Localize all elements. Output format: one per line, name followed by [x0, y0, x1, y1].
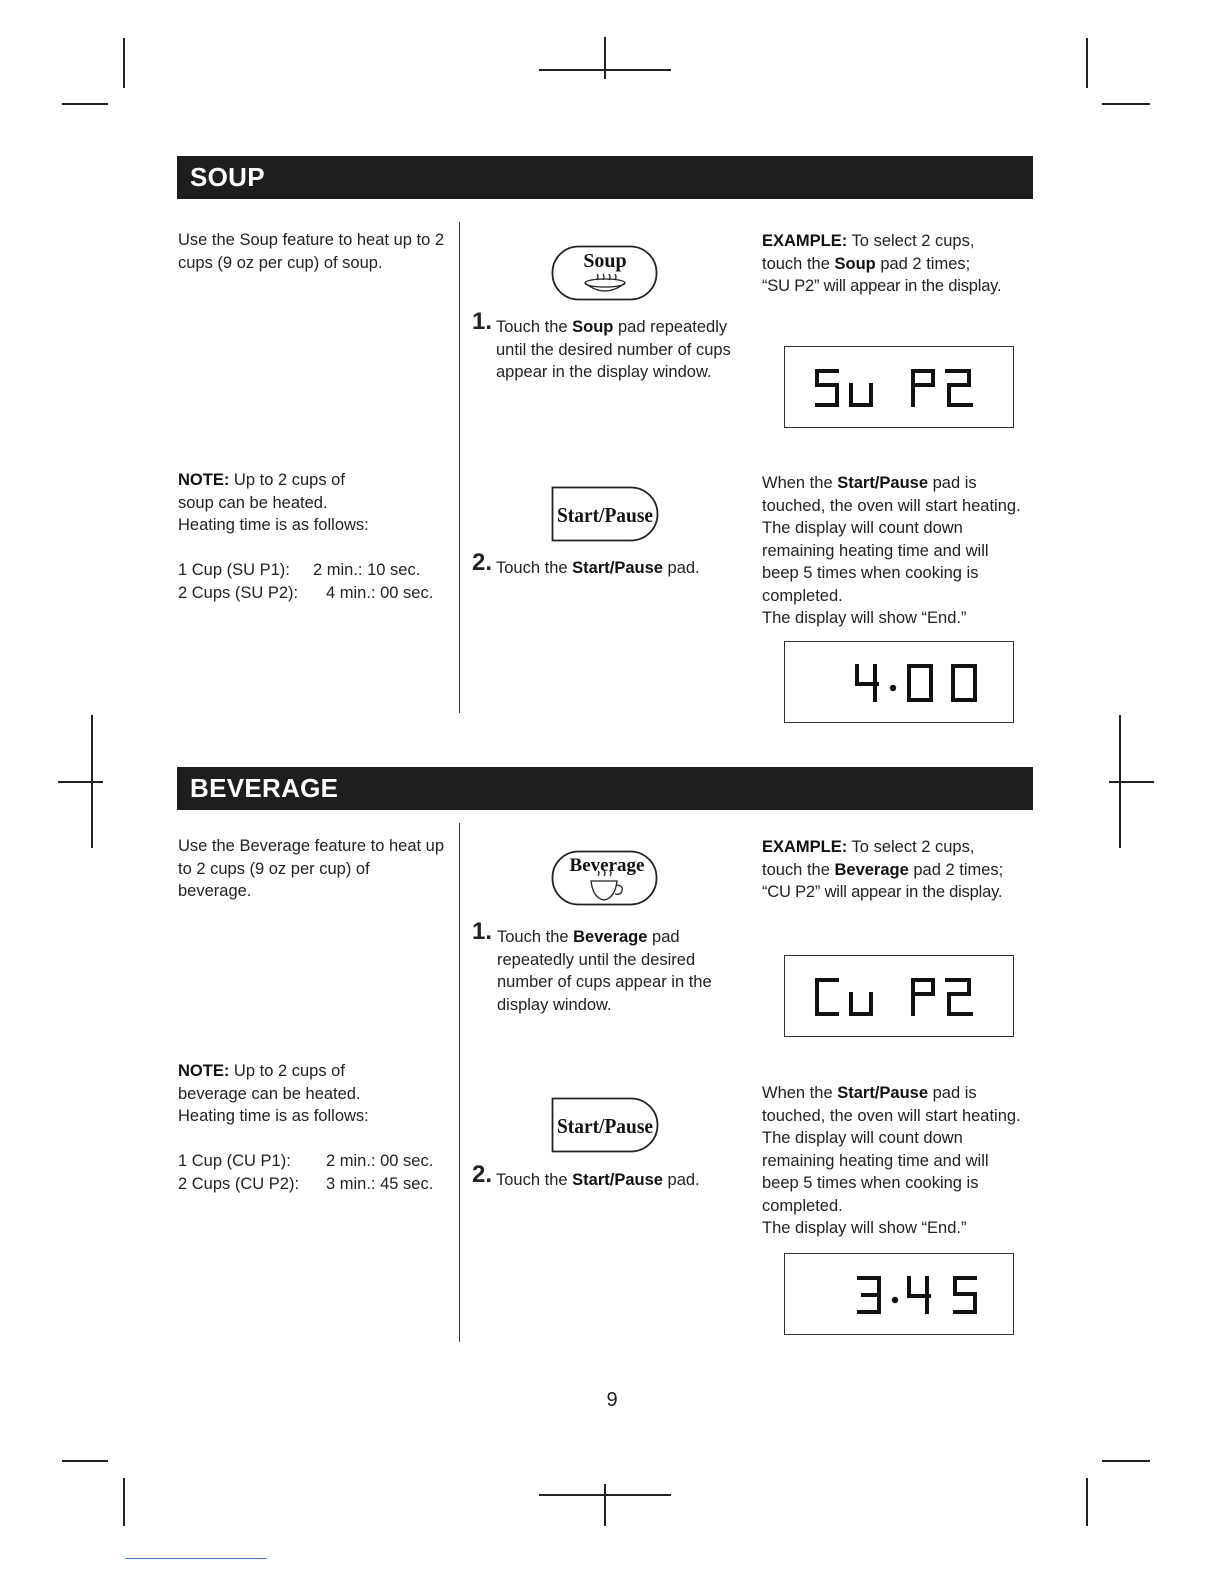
column-divider [459, 222, 460, 713]
time-row: 2 Cups (CU P2): 3 min.: 45 sec. [178, 1174, 434, 1193]
section-title: BEVERAGE [190, 773, 339, 803]
soup-note: NOTE: Up to 2 cups of soup can be heated. Heating time is as follows: 1 Cup (SU P1): 2 min.: 10 sec. 2 Cups (SU P2): 4 min.: 00 sec. [178, 469, 453, 604]
beverage-intro: Use the Beverage feature to heat up to 2 cups (9 oz per cup) of beverage. [178, 837, 445, 900]
display-window [784, 955, 1014, 1037]
time-row: 1 Cup (CU P1): 2 min.: 00 sec. [178, 1152, 434, 1170]
beverage-note: NOTE: Up to 2 cups of beverage can be heated. Heating time is as follows: 1 Cup (CU P1): 2 min.: 00 sec. 2 Cups (CU P2): 3 min.: 45 sec. [178, 1060, 453, 1195]
start-pause-label: Start/Pause [557, 1114, 653, 1138]
soup-start-description: When the Start/Pause pad is touched, the oven will start heating. The display will count down remaining heating time and will beep 5 times when cooking is completed. The display will show “End.” [762, 474, 1021, 627]
time-row: 2 Cups (SU P2): 4 min.: 00 sec. [178, 583, 434, 602]
section-title: SOUP [190, 162, 265, 192]
beverage-pad-label: Beverage [569, 855, 645, 876]
soup-pad-button[interactable] [551, 245, 659, 301]
lcd-readout [785, 347, 1013, 427]
soup-pad-label: Soup [583, 250, 627, 272]
soup-intro: Use the Soup feature to heat up to 2 cups (9 oz per cup) of soup. [178, 231, 445, 272]
soup-step-2: 2. Touch the Start/Pause pad. [472, 549, 700, 577]
display-window [784, 1253, 1014, 1335]
soup-example: EXAMPLE: To select 2 cups, touch the Soup pad 2 times; “SU P2” will appear in the display. [762, 232, 1002, 295]
svg-text:SU P2: SU P2 [897, 399, 901, 400]
section-header-beverage [177, 767, 1033, 810]
display-window [784, 346, 1014, 428]
start-pause-label: Start/Pause [557, 503, 653, 527]
svg-text:4.00: 4.00 [899, 694, 901, 695]
svg-text:CU P2: CU P2 [899, 1008, 902, 1009]
section-header-soup [177, 156, 1033, 199]
lcd-readout [785, 956, 1013, 1036]
display-window [784, 641, 1014, 723]
beverage-step-1: 1. Touch the Beverage pad repeatedly until the desired number of cups appear in the display window. [472, 918, 712, 1014]
beverage-pad-button[interactable] [551, 850, 659, 906]
beverage-example: EXAMPLE: To select 2 cups, touch the Beverage pad 2 times; “CU P2” will appear in the display. [762, 838, 1004, 901]
column-divider [459, 823, 460, 1342]
beverage-start-description: When the Start/Pause pad is touched, the oven will start heating. The display will count down remaining heating time and will beep 5 times when cooking is completed. The display will show “End.” [762, 1084, 1021, 1237]
start-pause-button[interactable] [551, 1097, 661, 1153]
beverage-step-2: 2. Touch the Start/Pause pad. [472, 1161, 700, 1189]
time-row: 1 Cup (SU P1): 2 min.: 10 sec. [178, 561, 421, 579]
svg-text:3.45: 3.45 [899, 1306, 901, 1307]
start-pause-button[interactable] [551, 486, 661, 542]
lcd-readout [785, 1254, 1013, 1334]
page-number: 9 [606, 1389, 618, 1411]
lcd-readout [785, 642, 1013, 722]
soup-step-1: 1. Touch the Soup pad repeatedly until the desired number of cups appear in the display window. [472, 308, 731, 381]
